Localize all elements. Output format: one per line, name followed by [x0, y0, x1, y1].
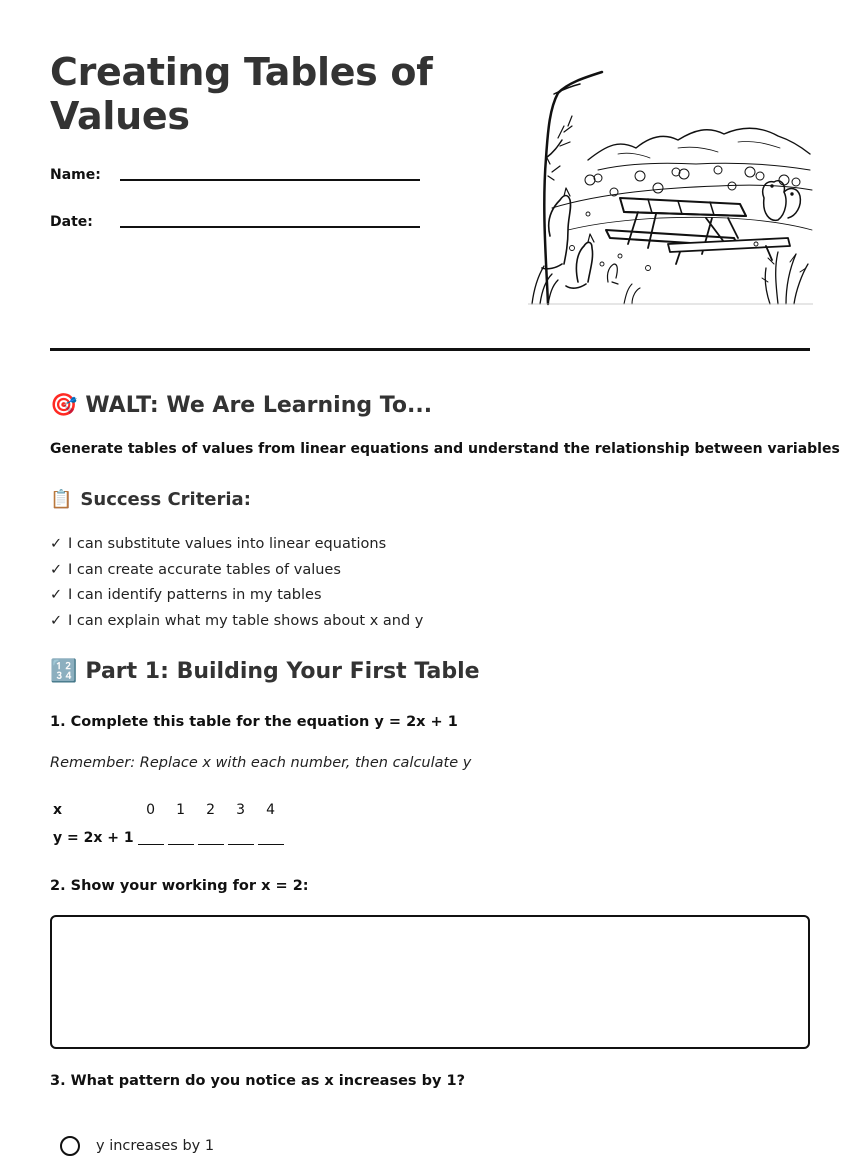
picnic-landscape-illustration [528, 68, 813, 306]
walt-heading [50, 390, 432, 420]
x-value: 0 [146, 802, 156, 818]
walt-objective: Generate tables of values from linear equations and understand the relationship between variables [50, 441, 840, 457]
x-value: 2 [206, 802, 216, 818]
question-3: 3. What pattern do you notice as x increases by 1? [50, 1073, 465, 1089]
list-item: ✓ I can create accurate tables of values [50, 558, 423, 584]
part1-heading [50, 656, 480, 686]
name-label: Name: [50, 167, 101, 183]
table-of-values [50, 796, 286, 852]
table-row-x [50, 796, 286, 824]
success-criteria-heading-text: Success Criteria: [80, 488, 251, 510]
y-blank-cell[interactable] [226, 824, 256, 852]
answer-option-label: y increases by 1 [96, 1138, 215, 1154]
question-1-hint: Remember: Replace x with each number, then calculate y [50, 755, 472, 771]
table-row-y [50, 824, 286, 852]
y-blank-cell[interactable] [136, 824, 166, 852]
date-field-row [50, 213, 420, 237]
date-input[interactable] [120, 226, 420, 228]
check-icon: ✓ [50, 612, 63, 629]
name-field-row [50, 166, 420, 190]
numbers-icon: 🔢 [50, 658, 78, 684]
radio-button[interactable] [60, 1136, 80, 1156]
check-icon: ✓ [50, 587, 63, 603]
x-row-label: x [53, 802, 63, 818]
x-value: 4 [266, 802, 276, 818]
clipboard-icon: 📋 [50, 488, 73, 510]
part1-heading-text: Part 1: Building Your First Table [85, 658, 480, 684]
y-blank-cell[interactable] [166, 824, 196, 852]
x-value: 1 [176, 802, 186, 818]
header-divider [50, 348, 810, 351]
check-icon: ✓ [50, 536, 63, 552]
question-2: 2. Show your working for x = 2: [50, 878, 309, 894]
question-1: 1. Complete this table for the equation y = 2x + 1 [50, 714, 458, 730]
date-label: Date: [50, 214, 93, 230]
working-answer-box[interactable] [50, 915, 810, 1049]
answer-option[interactable] [60, 1136, 214, 1156]
list-item: ✓ I can substitute values into linear equations [50, 532, 423, 558]
y-blank-cell[interactable] [196, 824, 226, 852]
target-icon: 🎯 [50, 392, 78, 418]
success-criteria-list [50, 532, 423, 634]
page-title: Creating Tables of Values [50, 50, 433, 138]
x-value: 3 [236, 802, 246, 818]
name-input[interactable] [120, 179, 420, 181]
check-icon: ✓ [50, 561, 63, 578]
y-row-label: y = 2x + 1 [53, 830, 134, 846]
walt-heading-text: WALT: We Are Learning To... [85, 392, 433, 418]
success-criteria-heading [50, 486, 251, 512]
list-item: ✓ I can explain what my table shows about x and y [50, 609, 423, 635]
list-item: ✓ I can identify patterns in my tables [50, 583, 423, 609]
y-blank-cell[interactable] [256, 824, 286, 852]
